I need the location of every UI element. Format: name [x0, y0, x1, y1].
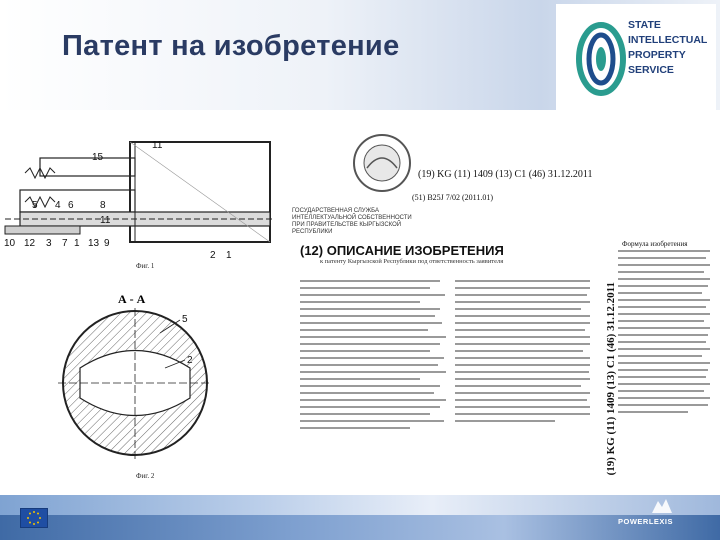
- description-page: [287, 128, 609, 528]
- footer-brand: POWERLEXIS: [618, 517, 674, 526]
- drawing-number: 11: [100, 215, 111, 226]
- figure-caption: Фиг. 1: [136, 262, 155, 270]
- drawing-number: 12: [24, 238, 36, 249]
- logo-line: INTELLECTUAL: [628, 34, 708, 46]
- drawing-number: 6: [68, 200, 74, 211]
- logo-emblem-icon: [566, 14, 636, 104]
- ipc-classification: (51) B25J 7/02 (2011.01): [412, 193, 494, 202]
- drawing-number: 11: [152, 140, 163, 151]
- powerlexis-mark-icon: [648, 497, 676, 515]
- figure-caption: Фиг. 2: [136, 472, 155, 480]
- mechanical-drawing: [0, 128, 280, 528]
- drawing-number: 10: [4, 238, 16, 249]
- description-title: (12) ОПИСАНИЕ ИЗОБРЕТЕНИЯ: [300, 243, 504, 258]
- description-text-right: [455, 280, 600, 427]
- description-subtitle: к патенту Кыргызской Республики под ответственность заявителя: [320, 258, 504, 265]
- section-number: 5: [182, 314, 188, 325]
- description-text-left: [300, 280, 450, 434]
- drawing-number: 7: [62, 238, 68, 249]
- drawing-number: 3: [46, 238, 52, 249]
- vertical-patent-id: (19) KG (11) 1409 (13) C1 (46) 31.12.2011: [605, 282, 617, 476]
- section-number: 2: [187, 355, 193, 366]
- claims-text: [618, 250, 713, 418]
- drawing-number: 5: [32, 200, 38, 211]
- footer-shade: [0, 515, 720, 540]
- drawing-number: 13: [88, 238, 100, 249]
- logo-text: [628, 18, 707, 78]
- drawing-page: [0, 128, 280, 528]
- logo-line: SERVICE: [628, 64, 674, 76]
- agency-name: ГОСУДАРСТВЕННАЯ СЛУЖБА ИНТЕЛЛЕКТУАЛЬНОЙ СОБСТВЕННОСТИ ПРИ ПРАВИТЕЛЬСТВЕ КЫРГЫЗСКОЙ РЕСПУБЛИКИ: [292, 208, 412, 235]
- drawing-number: 2: [210, 250, 216, 261]
- section-label: А - А: [118, 292, 146, 306]
- kyrgyz-emblem-icon: [347, 128, 417, 198]
- state-ip-service-logo: [556, 4, 716, 114]
- logo-line: STATE: [628, 19, 661, 31]
- drawing-number: 15: [92, 152, 104, 163]
- logo-line: PROPERTY: [628, 49, 686, 61]
- drawing-number: 1: [226, 250, 232, 261]
- eu-flag-icon: [20, 508, 48, 528]
- patent-number: (19) KG (11) 1409 (13) C1 (46) 31.12.2011: [418, 169, 593, 180]
- drawing-number: 9: [104, 238, 110, 249]
- drawing-number: 4: [55, 200, 61, 211]
- slide-title: Патент на изобретение: [62, 30, 400, 62]
- claims-title: Формула изобретения: [622, 240, 688, 248]
- drawing-number: 1: [74, 238, 80, 249]
- drawing-number: 8: [100, 200, 106, 211]
